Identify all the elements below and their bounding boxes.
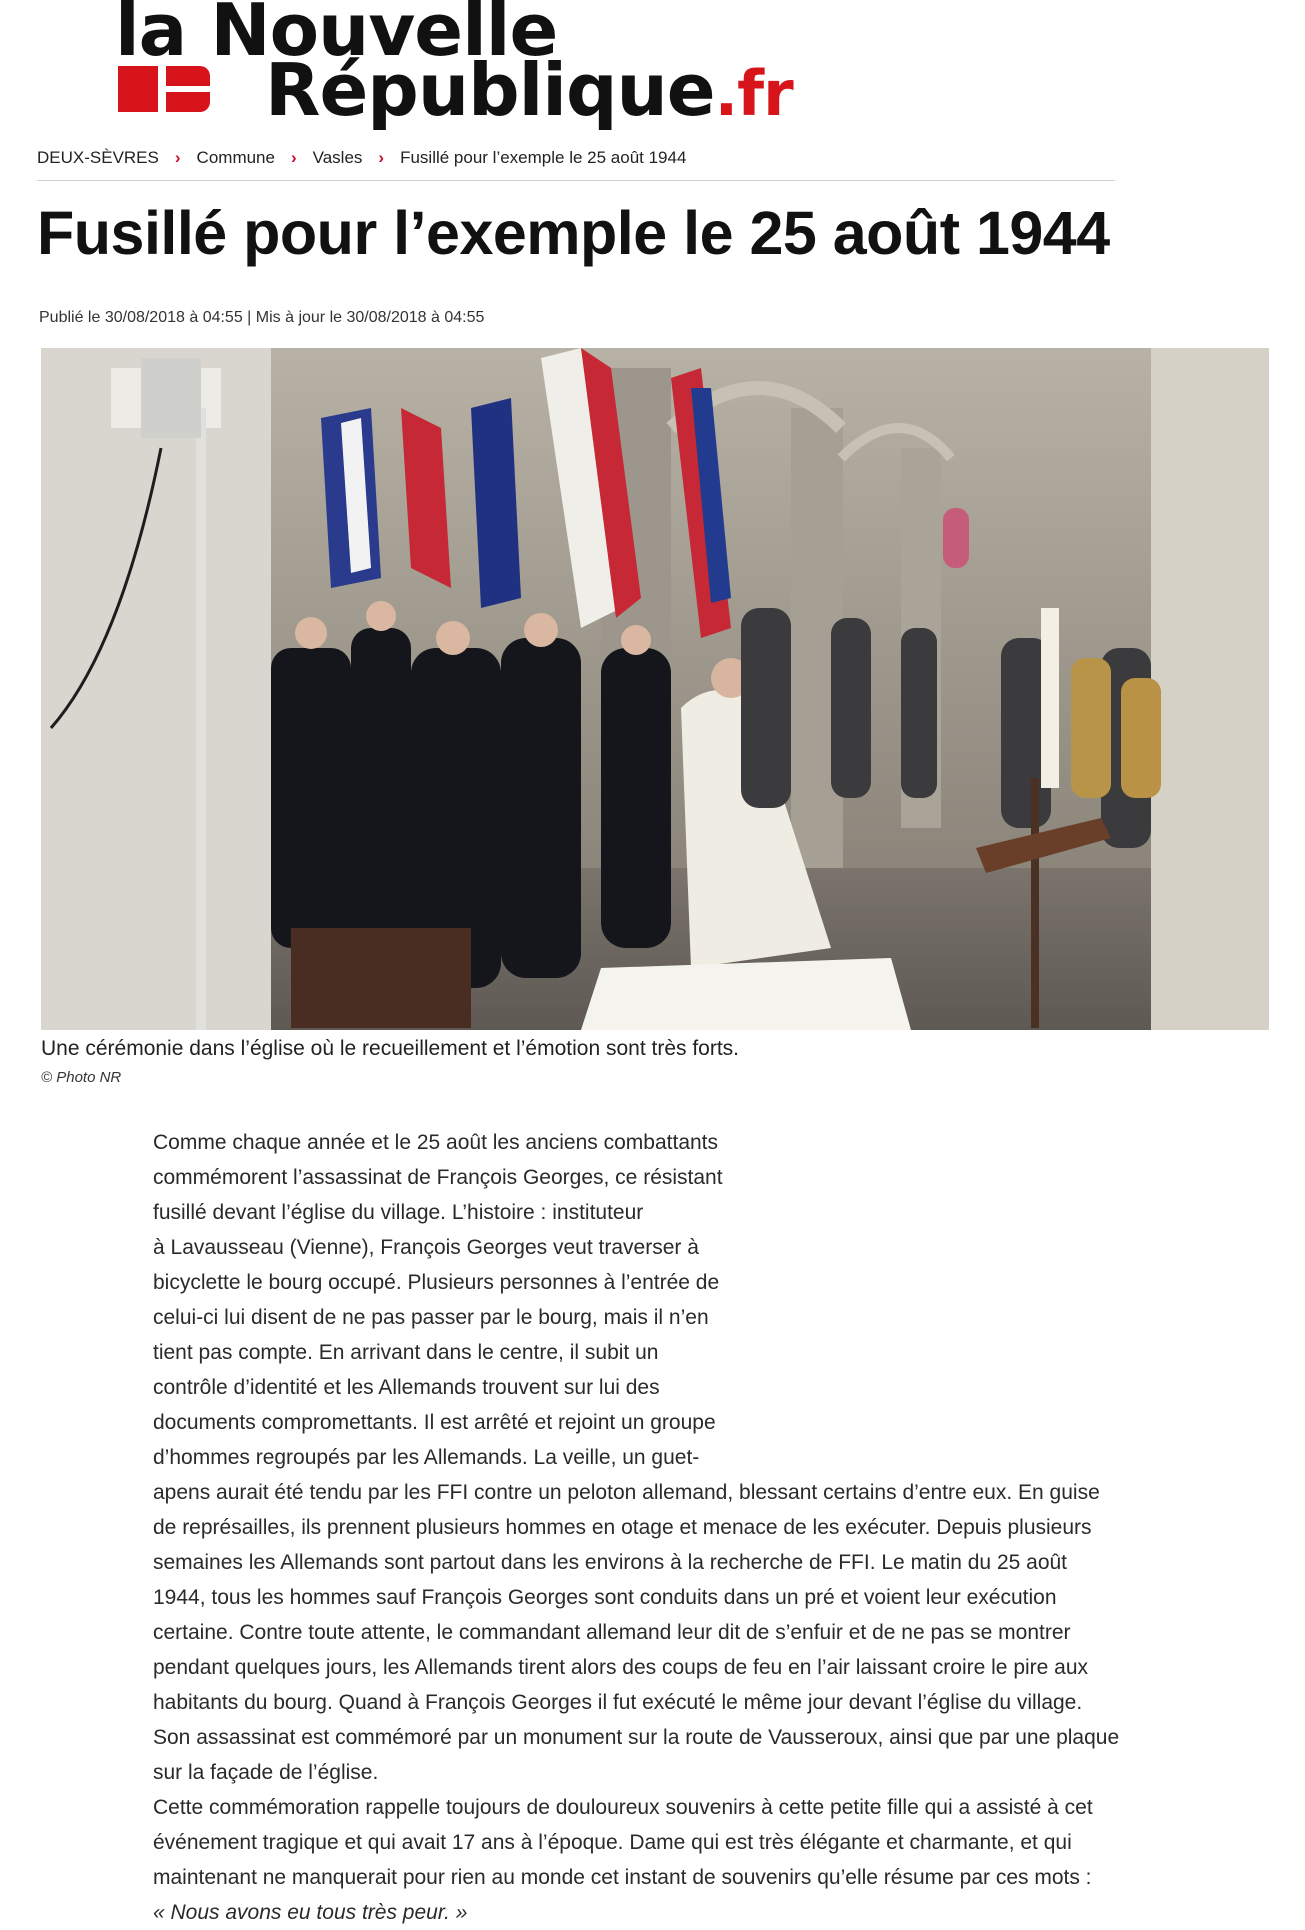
body-line: habitants du bourg. Quand à François Georges il fut exécuté le même jour devant l’église du village. <box>153 1691 1083 1714</box>
body-line: maintenant ne manquerait pour rien au monde cet instant de souvenirs qu’elle résume par ces mots : <box>153 1866 1092 1889</box>
article-body <box>153 1125 1163 1930</box>
body-line: 1944, tous les hommes sauf François Georges sont conduits dans un pré et voient leur exécution <box>153 1586 1057 1609</box>
breadcrumb-item-commune[interactable]: Commune <box>196 148 275 167</box>
logo-line2-text: République <box>265 48 715 132</box>
body-line: événement tragique et qui avait 17 ans à l’époque. Dame qui est très élégante et charmante, et qui <box>153 1831 1072 1854</box>
publish-meta: Publié le 30/08/2018 à 04:55 | Mis à jour le 30/08/2018 à 04:55 <box>39 309 485 326</box>
body-line: à Lavausseau (Vienne), François Georges veut traverser à <box>153 1236 699 1259</box>
logo-mark-icon <box>118 66 210 112</box>
logo-line2 <box>265 48 793 132</box>
logo-line1-text: la Nouvelle <box>115 0 558 72</box>
photo-credit: © Photo NR <box>41 1069 122 1086</box>
body-line: Son assassinat est commémoré par un monument sur la route de Vausseroux, ainsi que par une plaque <box>153 1726 1120 1749</box>
body-line: semaines les Allemands sont partout dans les environs à la recherche de FFI. Le matin du 25 août <box>153 1551 1068 1574</box>
body-line: fusillé devant l’église du village. L’histoire : instituteur <box>153 1201 644 1224</box>
body-line: Cette commémoration rappelle toujours de douloureux souvenirs à cette petite fille qui a assisté à cet <box>153 1796 1093 1819</box>
photo-caption: Une cérémonie dans l’église où le recueillement et l’émotion sont très forts. <box>41 1037 740 1060</box>
article-photo[interactable] <box>41 348 1269 1030</box>
breadcrumb <box>37 148 686 168</box>
quote-line: « Nous avons eu tous très peur. » <box>153 1901 468 1924</box>
breadcrumb-item-current: Fusillé pour l’exemple le 25 août 1944 <box>400 148 687 167</box>
article-title: Fusillé pour l’exemple le 25 août 1944 <box>37 199 1110 267</box>
body-line: sur la façade de l’église. <box>153 1761 379 1784</box>
breadcrumb-chevron-icon: › <box>378 148 385 167</box>
body-line: apens aurait été tendu par les FFI contre un peloton allemand, blessant certains d’entre eux. En guise <box>153 1481 1100 1504</box>
body-line: pendant quelques jours, les Allemands tirent alors des coups de feu en l’air laissant croire le pire aux <box>153 1656 1089 1679</box>
body-line: Comme chaque année et le 25 août les anciens combattants <box>153 1131 719 1154</box>
body-line: de représailles, ils prennent plusieurs hommes en otage et menace de les exécuter. Depuis plusieurs <box>153 1516 1092 1539</box>
body-line: d’hommes regroupés par les Allemands. La veille, un guet- <box>153 1446 700 1469</box>
body-line: contrôle d’identité et les Allemands trouvent sur lui des <box>153 1376 660 1399</box>
body-line: tient pas compte. En arrivant dans le centre, il subit un <box>153 1341 659 1364</box>
body-line: commémorent l’assassinat de François Georges, ce résistant <box>153 1166 723 1189</box>
breadcrumb-item-deux-sevres[interactable]: DEUX-SÈVRES <box>37 148 159 167</box>
body-line: documents compromettants. Il est arrêté et rejoint un groupe <box>153 1411 716 1434</box>
body-line: bicyclette le bourg occupé. Plusieurs personnes à l’entrée de <box>153 1271 720 1294</box>
breadcrumb-divider <box>37 180 1115 181</box>
body-line: certaine. Contre toute attente, le commandant allemand leur dit de s’enfuir et de ne pas se montrer <box>153 1621 1071 1644</box>
breadcrumb-item-vasles[interactable]: Vasles <box>312 148 363 167</box>
breadcrumb-chevron-icon: › <box>174 148 181 167</box>
breadcrumb-chevron-icon: › <box>290 148 297 167</box>
site-logo[interactable] <box>115 0 1195 132</box>
body-line: celui-ci lui disent de ne pas passer par le bourg, mais il n’en <box>153 1306 709 1329</box>
logo-fr-suffix: .fr <box>714 57 793 130</box>
